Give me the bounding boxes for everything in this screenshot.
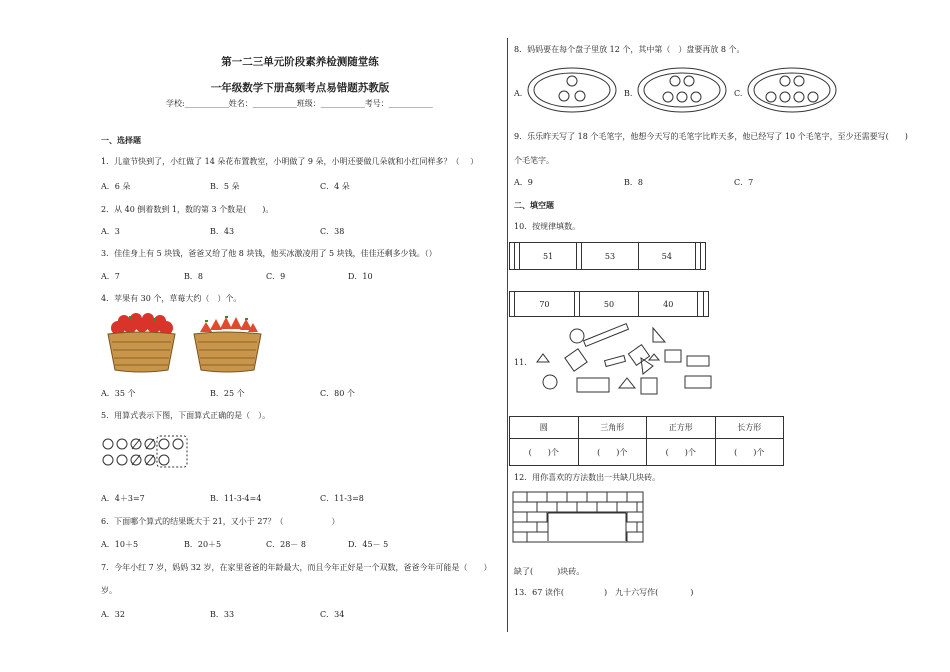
section-choice-title: 一、选择题 [101,136,141,145]
brick-wall-figure [512,491,644,543]
q3-option-c[interactable]: C．9 [266,272,286,281]
q8-option-a[interactable]: A. [514,89,523,98]
plate-c-apples [747,66,837,114]
question-11-label: 11. [514,358,527,367]
shape-count-table [509,416,784,466]
question-5-text: 5．用算式表示下图，下面算式正确的是（ ）。 [101,411,271,420]
header-triangle: 三角形 [578,417,647,439]
q7-option-a[interactable]: A．32 [101,610,125,619]
column-divider [507,38,508,632]
pattern2-cell: 40 [639,292,698,317]
question-2-text: 2．从 40 倒着数到 1，数的第 3 个数是( )。 [101,205,274,214]
q4-option-c[interactable]: C．80 个 [320,389,355,398]
q8-option-b[interactable]: B. [624,89,633,98]
question-12-text: 12．用你喜欢的方法数出一共缺几块砖。 [514,473,661,482]
question-4-text: 4．苹果有 30 个，草莓大约（ ）个。 [101,294,242,303]
plate-b-apples [637,66,727,114]
header-square: 正方形 [647,417,716,439]
question-7-text-continued: 岁。 [101,586,117,595]
q5-option-a[interactable]: A．4＋3=7 [101,494,145,503]
q9-option-c[interactable]: C．7 [734,178,754,187]
question-10-text: 10．按规律填数。 [514,222,581,231]
q2-option-a[interactable]: A．3 [101,227,120,236]
number-pattern-row-1 [509,242,706,270]
section-fill-title: 二、填空题 [514,201,554,210]
q6-option-a[interactable]: A．10＋5 [101,540,139,549]
header-circle: 圆 [510,417,579,439]
circle-counting-figure [101,432,191,470]
q6-option-d[interactable]: D．45－ 5 [348,540,389,549]
pattern1-cell: 51 [520,243,577,270]
question-6-text: 6．下面哪个算式的结果既大于 21，又小于 27？（ ） [101,517,340,526]
pattern2-cell: 70 [515,292,574,317]
pattern1-cell[interactable] [700,243,705,270]
q6-option-c[interactable]: C．28－ 8 [266,540,306,549]
page-subtitle: 一年级数学下册高频考点易错题苏教版 [210,82,390,94]
rectangle-count-cell[interactable]: ( )个 [715,439,784,466]
plate-a-apples [527,66,617,114]
question-9-text-continued: 个毛笔字。 [514,156,554,165]
pattern2-cell[interactable] [703,292,708,317]
shapes-figure [535,324,715,396]
q1-option-c[interactable]: C．4 朵 [320,182,350,191]
question-3-text: 3．佳佳身上有 5 块钱，爸爸又给了他 8 块钱，他买冰激凌用了 5 块钱，佳佳还剩多少钱。（） [101,249,437,258]
q3-option-b[interactable]: B．8 [184,272,203,281]
pattern1-cell: 54 [638,243,695,270]
page-title: 第一二三单元阶段素养检测随堂练 [221,56,379,68]
question-7-text: 7．今年小红 7 岁，妈妈 32 岁，在家里爸爸的年龄最大，而且今年正好是一个双数，爸爸今年可能是（ ） [101,563,492,572]
q3-option-d[interactable]: D．10 [348,272,373,281]
q9-option-b[interactable]: B．8 [624,178,643,187]
header-rectangle: 长方形 [715,417,784,439]
question-9-text: 9．乐乐昨天写了 18 个毛笔字，他想今天写的毛笔字比昨天多，他已经写了 10 个毛笔字，至少还需要写( ) [514,132,908,141]
student-info-line: 学校:___________姓名：___________班级：___________考号：___________ [166,99,433,108]
q1-option-b[interactable]: B．5 朵 [210,182,240,191]
pattern1-cell: 53 [582,243,639,270]
strawberry-basket-image [190,314,265,374]
square-count-cell[interactable]: ( )个 [647,439,716,466]
q1-option-a[interactable]: A．6 朵 [101,182,131,191]
question-12-answer[interactable]: 缺了( )块砖。 [514,567,585,576]
q9-option-a[interactable]: A．9 [514,178,533,187]
q4-option-a[interactable]: A．35 个 [101,389,136,398]
q2-option-b[interactable]: B．43 [210,227,235,236]
q5-option-b[interactable]: B．11-3-4=4 [210,494,262,503]
q5-option-c[interactable]: C．11-3=8 [320,494,364,503]
q7-option-c[interactable]: C．34 [320,610,345,619]
circle-count-cell[interactable]: ( )个 [510,439,579,466]
q4-option-b[interactable]: B．25 个 [210,389,245,398]
q2-option-c[interactable]: C．38 [320,227,345,236]
q6-option-b[interactable]: B．20＋5 [184,540,222,549]
apple-basket-image [104,314,179,374]
number-pattern-row-2 [509,291,709,317]
q3-option-a[interactable]: A．7 [101,272,120,281]
question-1-text: 1．儿童节快到了，小红做了 14 朵花布置教室，小明做了 9 朵，小明还要做几朵就和小红同样多？（ ） [101,157,479,166]
triangle-count-cell[interactable]: ( )个 [578,439,647,466]
q8-option-c[interactable]: C. [734,89,743,98]
question-13-text[interactable]: 13．67 读作( ) 九十六写作( ) [514,588,694,597]
question-8-text: 8．妈妈要在每个盘子里放 12 个，其中第（ ）盘要再放 8 个。 [514,45,745,54]
q7-option-b[interactable]: B．33 [210,610,235,619]
pattern2-cell: 50 [579,292,638,317]
